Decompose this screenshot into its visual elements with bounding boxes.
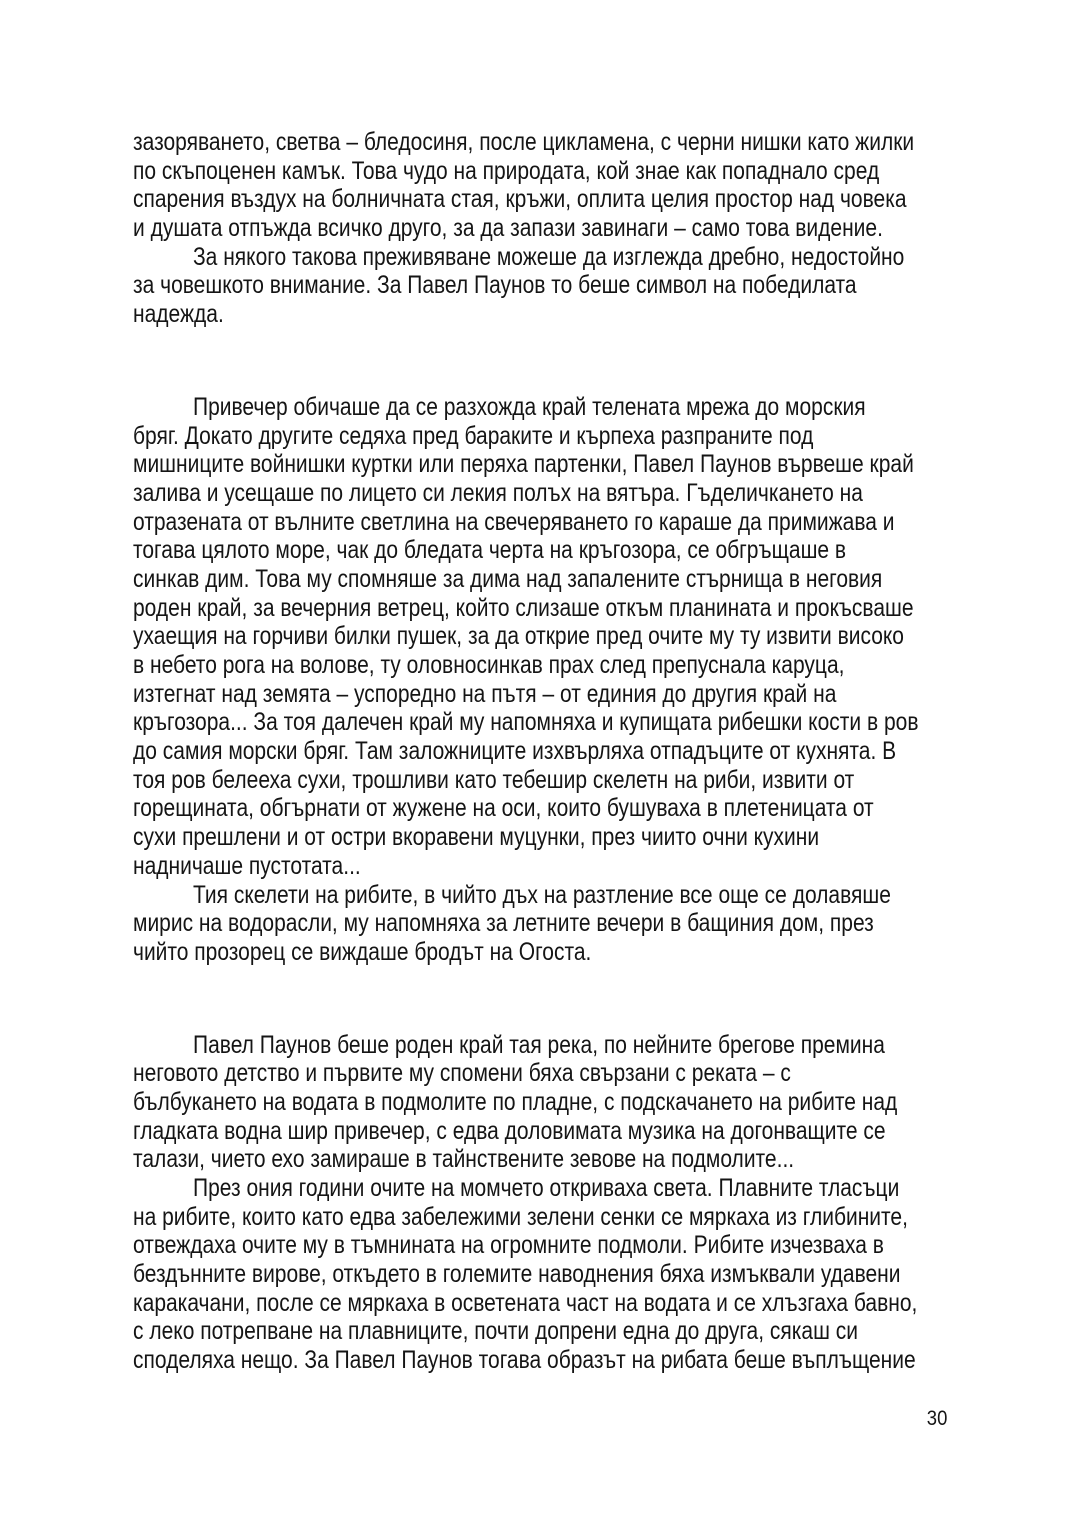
text-line-content: и душата отпъжда всичко друго, за да запази завинаги – само това видение.	[133, 214, 883, 243]
text-line-content: до самия морски бряг. Там заложниците изхвърляха отпадъците от кухнята. В	[133, 737, 897, 766]
text-line-content: на рибите, които като едва забележими зелени сенки се мяркаха из глибините,	[133, 1202, 908, 1231]
text-line-content: ухаещия на горчиви билки пушек, за да открие пред очите му ту извити високо	[133, 622, 904, 651]
text-line	[133, 508, 1080, 537]
text-line-content: През ония години очите на момчето откриваха света. Плавните тласъци	[193, 1174, 900, 1202]
text-line-content: мишниците войнишки куртки или перяха партенки, Павел Паунов вървеше край	[133, 450, 914, 479]
text-line	[133, 766, 1080, 795]
text-line-content: отразената от вълните светлина на свечеряването го караше да примижава и	[133, 507, 895, 536]
text-line	[133, 1260, 1080, 1289]
text-line	[133, 422, 1080, 451]
text-line	[133, 185, 1080, 214]
text-line	[133, 1289, 1080, 1318]
text-line-content: в небето рога на волове, ту оловносинкав прах след препуснала каруца,	[133, 651, 845, 679]
text-line	[133, 622, 1080, 651]
text-line-content: талази, чието ехо замираше в тайнствените зевове на подмолите...	[133, 1145, 795, 1174]
text-line	[133, 1117, 1080, 1146]
text-line	[133, 1203, 1080, 1232]
text-line-content: мирис на водорасли, му напомняха за летните вечери в бащиния дом, през	[133, 909, 874, 938]
text-line-content: за човешкото внимание. За Павел Паунов то беше символ на победилата	[133, 271, 857, 300]
text-line-content: сухи прешлени и от остри вкоравени муцунки, през чиито очни кухини	[133, 823, 820, 852]
text-line-content: по скъпоценен камък. Това чудо на природата, кой знае как попаднало сред	[133, 156, 880, 185]
text-line-content: бълбукането на водата в подмолите по пладне, с подскачането на рибите над	[133, 1087, 898, 1116]
text-line	[133, 1346, 1080, 1375]
text-line-content: чийто прозорец се виждаше бродът на Огоста.	[133, 937, 592, 966]
text-line-content: тогава цялото море, чак до бледата черта на кръгозора, се обгръщаше в	[133, 536, 847, 565]
text-line-content: Тия скелети на рибите, в чийто дъх на разтление все още се долавяше	[193, 880, 891, 909]
text-line-content: гладката водна шир привечер, с едва доловимата музика на догонващите се	[133, 1116, 886, 1145]
text-line-content: Павел Паунов беше роден край тая река, по нейните брегове премина	[193, 1030, 885, 1059]
text-line	[133, 243, 1080, 272]
text-line	[133, 393, 1080, 422]
text-line-content: кръгозора... За тоя далечен край му напомняха и купищата рибешки кости в ров	[133, 708, 919, 737]
text-line	[133, 708, 1080, 737]
text-line	[133, 536, 1080, 565]
text-line	[133, 1031, 1080, 1060]
text-line	[133, 909, 1080, 938]
text-line-content: изтегнат над земята – успоредно на пътя – от единия до другия край на	[133, 679, 837, 708]
text-line	[133, 938, 1080, 967]
text-line-content: бряг. Докато другите седяха пред бараките и кърпеха разпраните под	[133, 421, 814, 450]
text-line	[133, 157, 1080, 186]
text-line	[133, 271, 1080, 300]
text-line	[133, 1174, 1080, 1203]
text-line	[133, 737, 1080, 766]
text-line	[133, 565, 1080, 594]
text-line-content: споделяха нещо. За Павел Паунов тогава образът на рибата беше въплъщение	[133, 1346, 916, 1375]
text-line-content: залива и усещаше по лицето си лекия полъх на вятъра. Гъделичкането на	[133, 478, 863, 507]
page-number-value: 30	[926, 1407, 947, 1430]
text-line-content: синкав дим. Това му спомняше за дима над запалените стърнища в неговия	[133, 564, 883, 593]
text-line	[133, 680, 1080, 709]
text-line	[133, 651, 1080, 680]
text-line-content: тоя ров белееха сухи, трошливи като тебешир скелетн на риби, извити от	[133, 765, 855, 794]
text-line-content: зазоряването, светва – бледосиня, после цикламена, с черни нишки като жилки	[133, 128, 915, 156]
text-line-content: неговото детство и първите му спомени бяха свързани с реката – с	[133, 1059, 791, 1088]
text-line	[133, 594, 1080, 623]
text-line-content: За някого такова преживяване можеше да изглежда дребно, недостойно	[193, 242, 905, 271]
text-line	[133, 300, 1080, 329]
text-line-content: горещината, обгърнати от жужене на оси, които бушуваха в плетеницата от	[133, 794, 874, 823]
text-line	[133, 852, 1080, 881]
text-line-content: с леко потрепване на плавниците, почти допрени една до друга, сякаш си	[133, 1317, 858, 1346]
text-line	[133, 1088, 1080, 1117]
text-line-content: надничаше пустотата...	[133, 851, 361, 880]
text-line-content: отвеждаха очите му в тъмнината на огромните подмоли. Рибите изчезваха в	[133, 1231, 884, 1260]
text-line	[133, 214, 1080, 243]
text-line	[133, 1317, 1080, 1346]
text-line-content: Привечер обичаше да се разхожда край телената мрежа до морския	[193, 392, 866, 421]
text-line	[133, 881, 1080, 910]
text-line-content: бездънните вирове, откъдето в големите наводнения бяха измъквали удавени	[133, 1260, 901, 1289]
page-text	[133, 128, 1080, 1375]
text-line	[133, 479, 1080, 508]
text-line	[133, 128, 1080, 157]
text-line	[133, 1059, 1080, 1088]
text-line-content: роден край, за вечерния ветрец, който слизаше откъм планината и прокъсваше	[133, 593, 914, 622]
text-line	[133, 450, 1080, 479]
page-number	[133, 1406, 947, 1432]
text-line-content: спарения въздух на болничната стая, кръжи, оплита целия простор над човека	[133, 185, 907, 214]
text-line	[133, 1231, 1080, 1260]
text-line	[133, 823, 1080, 852]
text-line	[133, 1145, 1080, 1174]
text-line-content: надежда.	[133, 300, 224, 329]
text-line-content: каракачани, после се мяркаха в осветената част на водата и се хлъзгаха бавно,	[133, 1288, 918, 1317]
text-line	[133, 794, 1080, 823]
